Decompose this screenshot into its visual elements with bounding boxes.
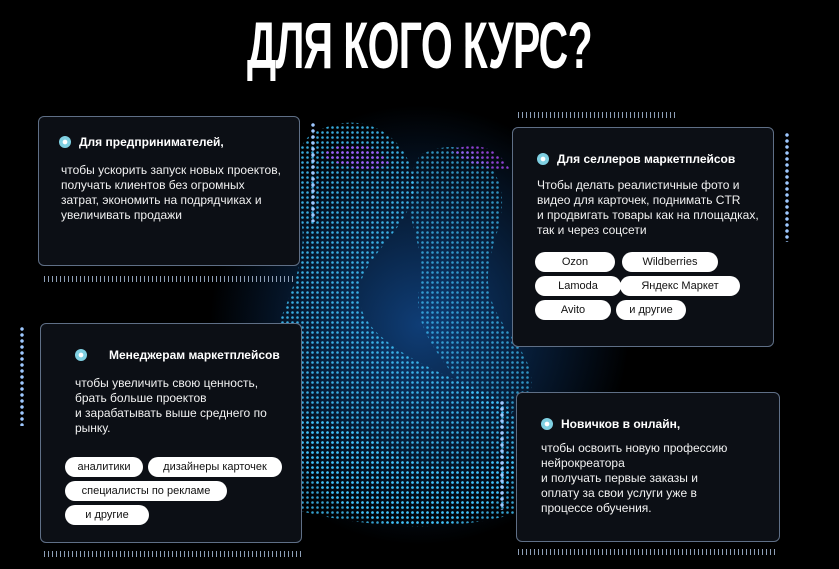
bullet-icon [59, 136, 71, 148]
page-title: ДЛЯ КОГО КУРС? [247, 8, 592, 82]
tag-other: и другие [616, 300, 686, 320]
tag-card-designers: дизайнеры карточек [148, 457, 282, 477]
card-beginners [516, 392, 780, 542]
card-text-line: и зарабатывать выше среднего по [75, 406, 267, 420]
card-text-line: нейрокреатора [541, 456, 625, 470]
card-text-line: затрат, экономить на подрядчиках и [61, 193, 262, 207]
tick-decoration [518, 112, 678, 118]
card-text-line: брать больше проектов [75, 391, 207, 405]
bulb-icon [541, 418, 553, 430]
card-entrepreneurs [38, 116, 300, 266]
card-text-line: Чтобы делать реалистичные фото и [537, 178, 740, 192]
card-heading: Для селлеров маркетплейсов [557, 152, 736, 166]
card-text-line: чтобы ускорить запуск новых проектов, [61, 163, 281, 177]
card-text-line: чтобы освоить новую профессию [541, 441, 728, 455]
card-managers [40, 323, 302, 543]
tag-ad-specialists: специалисты по рекламе [65, 481, 227, 501]
card-text-line: и продвигать товары как на площадках, [537, 208, 759, 222]
tag-analysts: аналитики [65, 457, 143, 477]
card-text-line: и получать первые заказы и [541, 471, 698, 485]
card-text-line: получать клиентов без огромных [61, 178, 245, 192]
tick-decoration [518, 549, 778, 555]
card-text-line: так и через соцсети [537, 223, 647, 237]
tick-decoration [44, 276, 294, 282]
tag-other: и другие [65, 505, 149, 525]
card-text-line: чтобы увеличить свою ценность, [75, 376, 259, 390]
dot-decoration [785, 132, 789, 242]
card-text-line: оплату за свои услуги уже в [541, 486, 697, 500]
card-sellers [512, 127, 774, 347]
card-heading: Для предпринимателей, [79, 135, 224, 149]
tag-yandex-market: Яндекс Маркет [620, 276, 740, 296]
card-text-line: рынку. [75, 421, 111, 435]
card-heading: Новичков в онлайн, [561, 417, 681, 431]
tick-decoration [44, 551, 302, 557]
card-text-line: процессе обучения. [541, 501, 652, 515]
dot-decoration [500, 400, 504, 510]
tag-wildberries: Wildberries [622, 252, 718, 272]
tag-ozon: Ozon [535, 252, 615, 272]
star-icon [75, 349, 87, 361]
card-text-line: увеличивать продажи [61, 208, 182, 222]
tag-avito: Avito [535, 300, 611, 320]
dot-decoration [311, 122, 315, 222]
card-heading: Менеджерам маркетплейсов [109, 348, 280, 362]
dot-decoration [20, 326, 24, 426]
tag-lamoda: Lamoda [535, 276, 621, 296]
card-text-line: видео для карточек, поднимать CTR [537, 193, 741, 207]
bullet-icon [537, 153, 549, 165]
